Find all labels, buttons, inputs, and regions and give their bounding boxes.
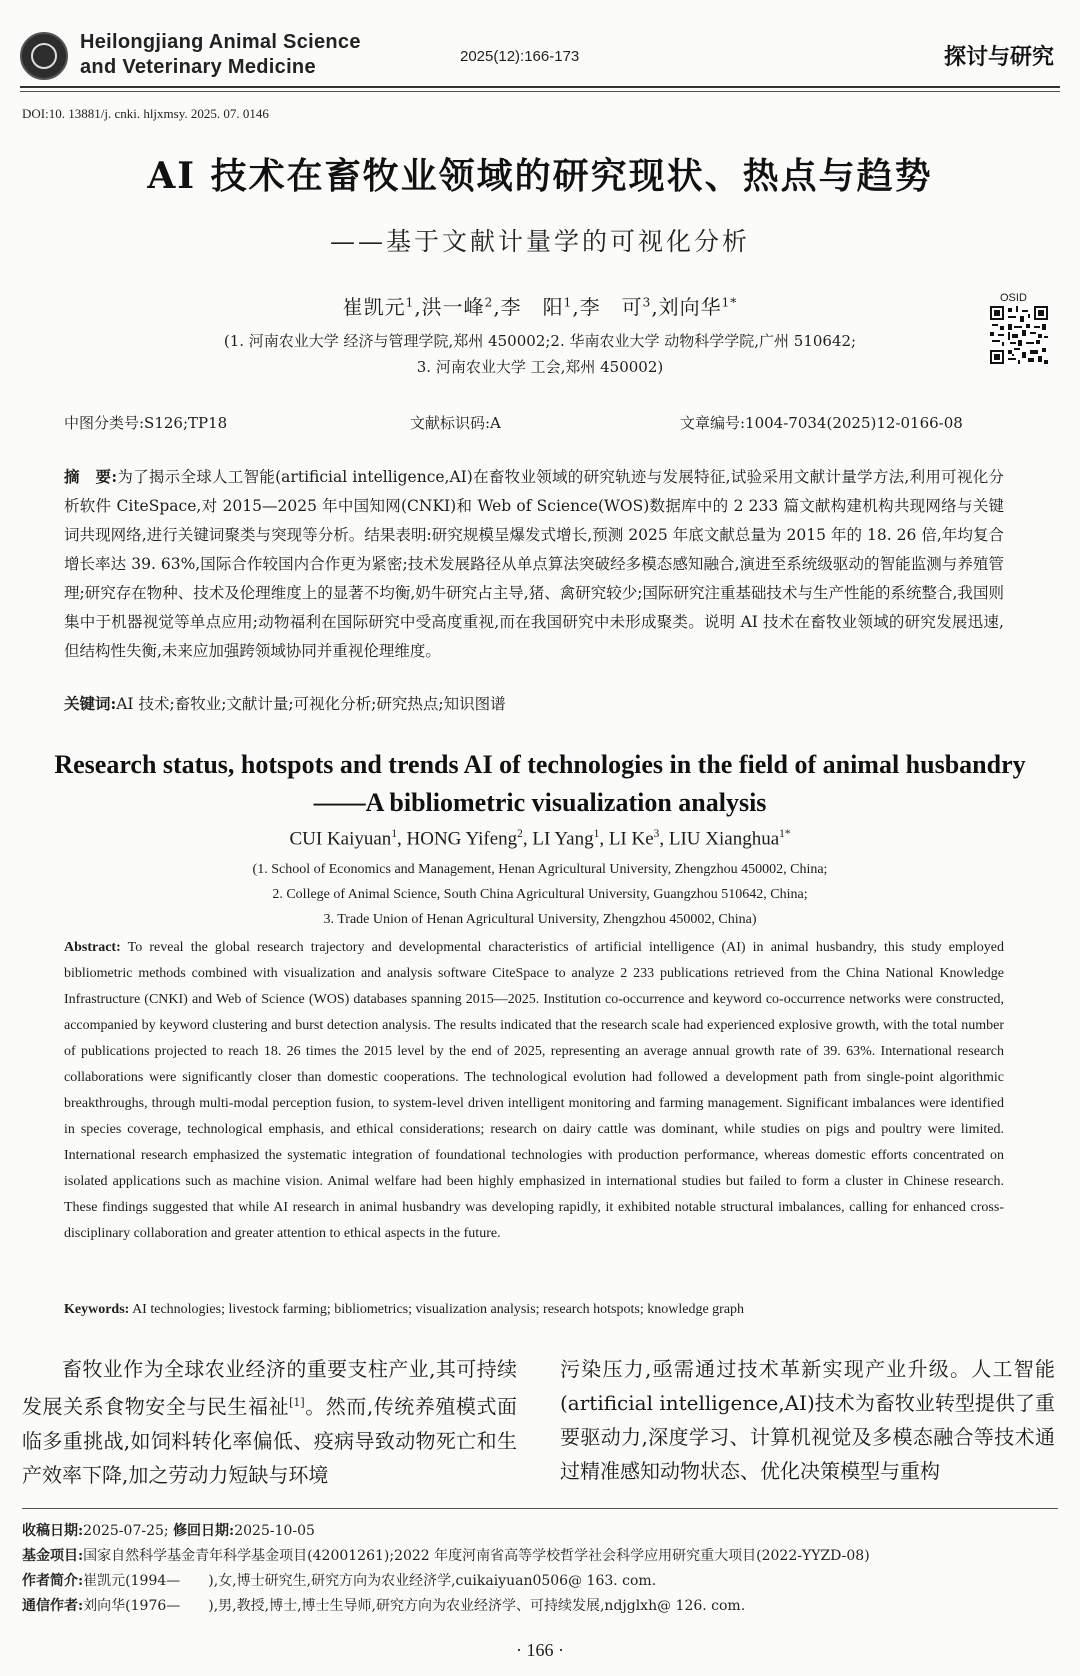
cn-abstract-label: 摘 要: — [64, 467, 118, 486]
issue-info: 2025(12):166-173 — [460, 48, 580, 65]
en-abstract — [64, 935, 1004, 1247]
author: 刘向华 — [658, 295, 722, 319]
footnote-fund: 基金项目:国家自然科学基金青年科学基金项目(42001261);2022 年度河南省高等学校哲学社会科学应用研究重大项目(2022-YYZD-08) — [22, 1548, 870, 1564]
en-author: CUI Kaiyuan — [289, 828, 392, 850]
en-keywords-text: AI technologies; livestock farming; bibliometrics; visualization analysis; research hotspots; knowledge graph — [132, 1302, 745, 1317]
body-right-column: 污染压力,亟需通过技术革新实现产业升级。人工智能(artificial intelligence,AI)技术为畜牧业转型提供了重要驱动力,深度学习、计算机视觉及多模态融合等技术通过精准感知动物状态、优化决策模型与重构 — [560, 1357, 1055, 1483]
en-affiliation: 2. College of Animal Science, South China Agricultural University, Guangzhou 510642, China; — [272, 887, 808, 902]
author: 李 阳 — [500, 295, 564, 319]
article-number: 文章编号:1004-7034(2025)12-0166-08 — [680, 414, 963, 432]
en-keywords-label: Keywords: — [64, 1302, 130, 1317]
en-author: LI Yang — [532, 828, 594, 850]
author-affil-mark: 1 — [563, 295, 573, 310]
author: 崔凯元 — [342, 295, 406, 319]
qr-label: OSID — [1000, 292, 1027, 304]
affiliation-line: 3. 河南农业大学 工会,郑州 450002) — [416, 358, 664, 376]
author: 李 可 — [579, 295, 643, 319]
en-author-mark: 1 — [391, 828, 398, 840]
page-number: · 166 · — [516, 1640, 564, 1660]
en-author: LIU Xianghua — [668, 828, 780, 850]
paper-title: AI 技术在畜牧业领域的研究现状、热点与趋势 — [147, 155, 933, 197]
header-rule — [20, 86, 1060, 88]
body-left-column: 畜牧业作为全球农业经济的重要支柱产业,其可持续发展关系食物安全与民生福祉[1]。然而,传统养殖模式面临多重挑战,如饲料转化率偏低、疫病导致动物死亡和生产效率下降,加之劳动力短缺与环境 — [22, 1357, 518, 1487]
en-author: HONG Yifeng — [406, 828, 518, 850]
en-affiliation: 3. Trade Union of Henan Agricultural University, Zhengzhou 450002, China) — [323, 912, 757, 927]
author-affil-mark: 3 — [642, 295, 652, 310]
en-author: LI Ke — [608, 828, 654, 850]
author-list: 崔凯元$^1$,洪一峰$^2$,李 阳$^1$,李 可$^3$,刘向华$^{1*}$ — [342, 295, 738, 319]
en-title: Research status, hotspots and trends AI of technologies in the field of animal husbandry — [54, 750, 1026, 779]
header-rule-thin — [20, 91, 1060, 92]
en-author-mark: 1 — [593, 828, 600, 840]
en-author-mark: 1* — [779, 828, 791, 840]
qr-code-icon — [990, 306, 1048, 364]
cn-keywords-text: AI 技术;畜牧业;文献计量;可视化分析;研究热点;知识图谱 — [116, 695, 506, 713]
journal-logo — [20, 32, 68, 80]
en-author-mark: 2 — [517, 828, 523, 840]
journal-name: Heilongjiang Animal Science and Veterinary Medicine — [80, 31, 361, 78]
cn-keywords — [64, 692, 1004, 714]
en-keywords — [64, 1302, 1004, 1318]
author-affil-mark: 1 — [405, 295, 415, 310]
author: 洪一峰 — [421, 295, 485, 319]
footnote-dates: 收稿日期:2025-07-25; 修回日期:2025-10-05 — [22, 1523, 315, 1539]
document-code: 文献标识码:A — [410, 414, 501, 432]
doi: DOI:10. 13881/j. cnki. hljxmsy. 2025. 07. 0146 — [22, 106, 269, 121]
footnote-rule — [22, 1508, 1058, 1509]
cn-abstract-text: 为了揭示全球人工智能(artificial intelligence,AI)在畜牧业领域的研究轨迹与发展特征,试验采用文献计量学方法,利用可视化分析软件 CiteSpace,对 2015—2025 年中国知网(CNKI)和 Web of Science(WOS)数据库中的 2 233 篇文献构建机构共现网络与关键词共现网络,进行关键词聚类与突现等分析。结果表明:研究规模呈爆发式增长,预测 2025 年底文献总量为 2015 年的 18. 26 倍,年均复合增长率达 39. 63%,国际合作较国内合作更为紧密;技术发展路径从单点算法突破经多模态感知融合,演进至系统级驱动的智能监测与养殖管理;研究存在物种、技术及伦理维度上的显著不均衡,奶牛研究占主导,猪、禽研究较少;国际研究注重基础技术与生产性能的系统整合,我国则集中于机器视觉等单点应用;动物福利在国际研究中受高度重视,而在我国研究中未形成聚类。说明 AI 技术在畜牧业领域的研究发展迅速,但结构性失衡,未来应加强跨领域协同并重视伦理维度。 — [64, 468, 1004, 660]
cn-abstract — [64, 462, 1004, 666]
footnote-corresponding: 通信作者:刘向华(1976— ),男,教授,博士,博士生导师,研究方向为农业经济学、可持续发展,ndjglxh@ 126. com. — [22, 1598, 746, 1614]
footnote-author: 作者简介:崔凯元(1994— ),女,博士研究生,研究方向为农业经济学,cuikaiyuan0506@ 163. com. — [22, 1573, 657, 1589]
column-name: 探讨与研究 — [943, 44, 1054, 69]
en-author-mark: 3 — [653, 828, 660, 840]
paper-subtitle: ——基于文献计量学的可视化分析 — [329, 227, 750, 256]
author-affil-mark: 2 — [484, 295, 494, 310]
en-author-list: CUI Kaiyuan$^1$, HONG Yifeng$^2$, LI Yang$^1$, LI Ke$^3$, LIU Xianghua$^{1*}$ — [289, 828, 791, 850]
author-affil-mark: 1* — [721, 295, 738, 310]
cn-keywords-label: 关键词: — [64, 694, 117, 713]
en-subtitle: ——A bibliometric visualization analysis — [313, 788, 767, 817]
en-abstract-text: To reveal the global research trajectory and developmental characteristics of artificial intelligence (AI) in animal husbandry, this study employed bibliometric methods combined with visualization and analysis software CiteSpace to analyze 2 233 publications retrieved from the China National Knowledge Infrastructure (CNKI) and Web of Science (WOS) databases spanning 2015—2025. Institution co-occurrence and keyword co-occurrence networks were constructed, accompanied by keyword clustering and burst detection analysis. The results indicated that the research scale had experienced explosive growth, with the total number of publications projected to reach 18. 26 times the 2015 level by the end of 2025, representing an average annual growth rate of 39. 63%. International research collaborations were significantly closer than domestic cooperations. The technological evolution had followed a development path from single-point algorithmic breakthroughs, through multi-modal perception fusion, to system-level driven intelligent monitoring and farming management. Significant imbalances were identified in species coverage, technological emphasis, and ethical considerations; research on dairy cattle was dominant, while studies on pigs and poultry were limited. International research emphasized the systematic integration of foundational technologies with production performance, whereas domestic efforts concentrated on isolated applications such as machine vision. Animal welfare had been highly emphasized in international studies but failed to form a cluster in Chinese research. These findings suggested that while AI research in animal husbandry was developing rapidly, it exhibited notable structural imbalances, calling for enhanced cross-disciplinary collaboration and greater attention to ethical aspects in the future. — [64, 940, 1005, 1241]
citation-ref: [1] — [289, 1396, 305, 1409]
affiliation-line: (1. 河南农业大学 经济与管理学院,郑州 450002;2. 华南农业大学 动物科学学院,广州 510642; — [223, 332, 857, 350]
en-affiliation: (1. School of Economics and Management, Henan Agricultural University, Zhengzhou 450002, China; — [252, 862, 828, 877]
clc-number: 中图分类号:S126;TP18 — [64, 414, 228, 432]
en-abstract-label: Abstract: — [64, 940, 121, 955]
